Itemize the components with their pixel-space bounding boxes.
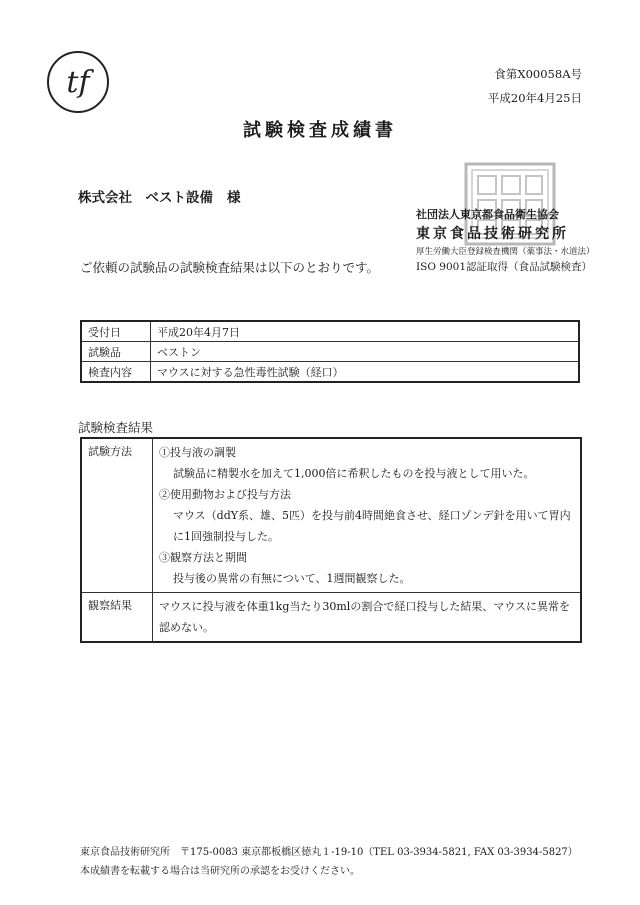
issue-date: 平成20年4月25日 — [487, 91, 582, 105]
client-name: 株式会社 ベスト設備 — [78, 190, 213, 206]
method-text-3: 投与後の異常の有無について、1週間観察した。 — [173, 572, 411, 585]
method-heading-1: ①投与液の調製 — [159, 446, 236, 459]
issuer-iso: ISO 9001認証取得（食品試験検査） — [416, 261, 593, 273]
footer-notice: 本成績書を転載する場合は当研究所の承認をお受けください。 — [80, 866, 360, 877]
observation-text: マウスに投与液を体重1kg当たり30mlの割合で経口投与した結果、マウスに異常を認めない。 — [153, 593, 582, 643]
info-key-test: 検査内容 — [81, 362, 151, 383]
client-block — [78, 186, 241, 206]
info-key-sample: 試験品 — [81, 342, 151, 362]
table-row — [81, 362, 579, 383]
table-row — [81, 321, 579, 342]
method-heading-2: ②使用動物および投与方法 — [159, 488, 291, 501]
table-row — [81, 438, 581, 593]
table-row — [81, 342, 579, 362]
issuer-institute: 東京食品技術研究所 — [416, 226, 569, 242]
page-title: 試験検査成績書 — [243, 120, 397, 141]
info-value-received: 平成20年4月7日 — [151, 321, 580, 342]
method-content — [153, 438, 582, 593]
issuer-registration: 厚生労働大臣登録検査機関（薬事法・水道法） — [416, 247, 595, 257]
footer-address: 東京食品技術研究所 〒175-0083 東京都板橋区徳丸１-19-10（TEL 03-3934-5821, FAX 03-3934-5827） — [80, 847, 578, 858]
method-text-2: マウス（ddY系、雄、5匹）を投与前4時間絶食させ、経口ゾンデ針を用いて胃内に1回強制投与した。 — [173, 509, 571, 543]
intro-text: ご依頼の試験品の試験検査結果は以下のとおりです。 — [80, 260, 380, 275]
issuer-block — [416, 206, 595, 274]
info-value-sample: ベストン — [151, 342, 580, 362]
observation-label: 観察結果 — [81, 593, 153, 643]
client-honorific: 様 — [227, 190, 241, 206]
method-text-1: 試験品に精製水を加えて1,000倍に希釈したものを投与液として用いた。 — [173, 467, 535, 480]
method-heading-3: ③観察方法と期間 — [159, 551, 247, 564]
info-key-received: 受付日 — [81, 321, 151, 342]
logo-circle-icon — [46, 50, 110, 114]
institute-logo — [46, 50, 110, 114]
table-row — [81, 593, 581, 643]
info-table — [80, 320, 580, 383]
document-number: 食第X00058A号 — [494, 67, 582, 81]
info-value-test: マウスに対する急性毒性試験（経口） — [151, 362, 580, 383]
method-label: 試験方法 — [81, 438, 153, 593]
results-section-title: 試験検査結果 — [78, 420, 154, 435]
issuer-association: 社団法人東京都食品衛生協会 — [416, 208, 559, 221]
logo-text: tf — [66, 65, 90, 100]
results-table — [80, 437, 582, 643]
